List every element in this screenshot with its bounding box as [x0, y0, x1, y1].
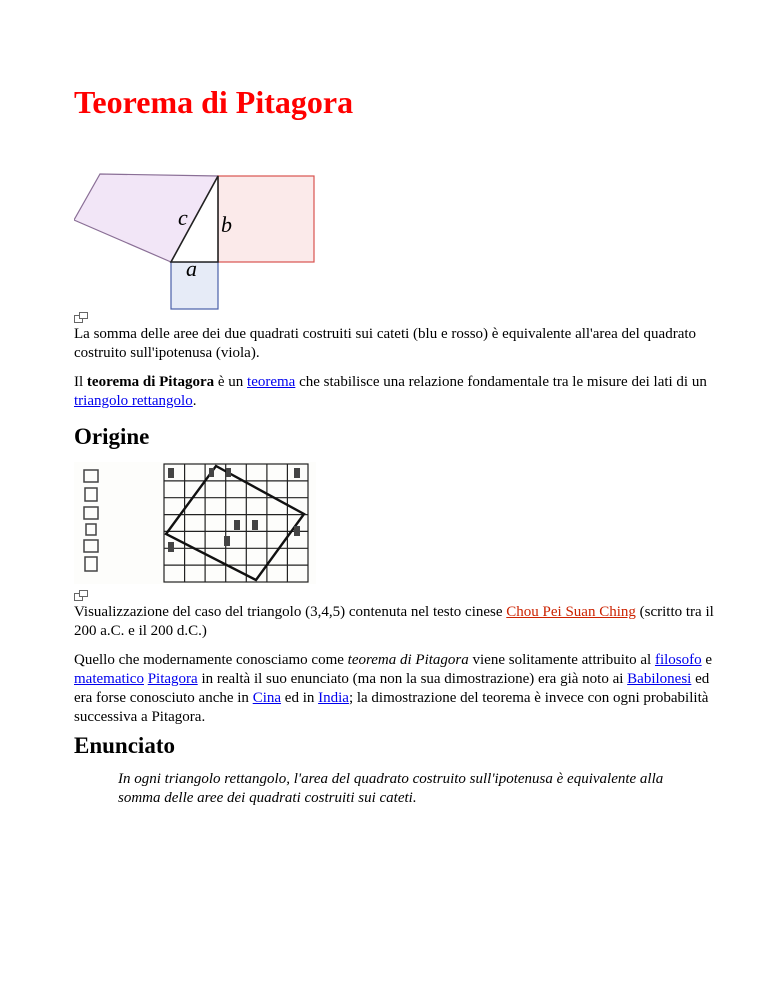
intro-paragraph: Il teorema di Pitagora è un teorema che stabilisce una relazione fondamentale tra le misure dei lati di un triangolo rettangolo.	[74, 374, 707, 409]
cathetus-b-square	[218, 176, 314, 262]
theorem-statement: In ogni triangolo rettangolo, l'area del quadrato costruito sull'ipotenusa è equivalente alla somma delle aree dei quadrati costruiti sui cateti.	[118, 771, 664, 806]
label-a: a	[186, 256, 197, 281]
link-india[interactable]: India	[318, 690, 349, 706]
link-cina[interactable]: Cina	[252, 690, 282, 706]
bold-term: teorema di Pitagora	[86, 374, 215, 390]
link-chou-pei-suan-ching[interactable]: Chou Pei Suan Ching	[506, 604, 636, 620]
link-teorema[interactable]: teorema	[247, 374, 296, 390]
heading-enunciato: Enunciato	[74, 733, 175, 758]
label-b: b	[221, 212, 232, 237]
origine-paragraph: Quello che modernamente conosciamo come teorema di Pitagora viene solitamente attribuito al filosofo e matematico Pitagora in realtà il suo enunciato (ma non la sua dimostrazione) era già noto ai Babilonesi ed era forse conosciuto anche in Cina ed in India; la dimostrazione del teorema è invece con ogni probabilità successiva a Pitagora.	[74, 652, 713, 725]
link-babilonesi[interactable]: Babilonesi	[627, 671, 692, 687]
enlarge-icon[interactable]	[74, 590, 88, 601]
link-pitagora[interactable]: Pitagora	[147, 671, 198, 687]
link-triangolo-rettangolo[interactable]: triangolo rettangolo	[74, 393, 193, 409]
pythagoras-squares-figure	[74, 150, 354, 310]
link-matematico[interactable]: matematico	[74, 671, 144, 687]
enlarge-icon[interactable]	[74, 312, 88, 323]
figure2-caption: Visualizzazione del caso del triangolo (3,4,5) contenuta nel testo cinese Chou Pei Suan Ching (scritto tra il 200 a.C. e il 200 d.C.)	[74, 604, 714, 639]
page-title: Teorema di Pitagora	[74, 84, 354, 120]
label-c: c	[178, 205, 188, 230]
figure1-caption: La somma delle aree dei due quadrati costruiti sui cateti (blu e rosso) è equivalente all'area del quadrato costruito sull'ipotenusa (viola).	[74, 326, 697, 361]
chou-pei-diagram	[74, 462, 316, 584]
link-filosofo[interactable]: filosofo	[654, 652, 702, 668]
heading-origine: Origine	[74, 424, 150, 449]
